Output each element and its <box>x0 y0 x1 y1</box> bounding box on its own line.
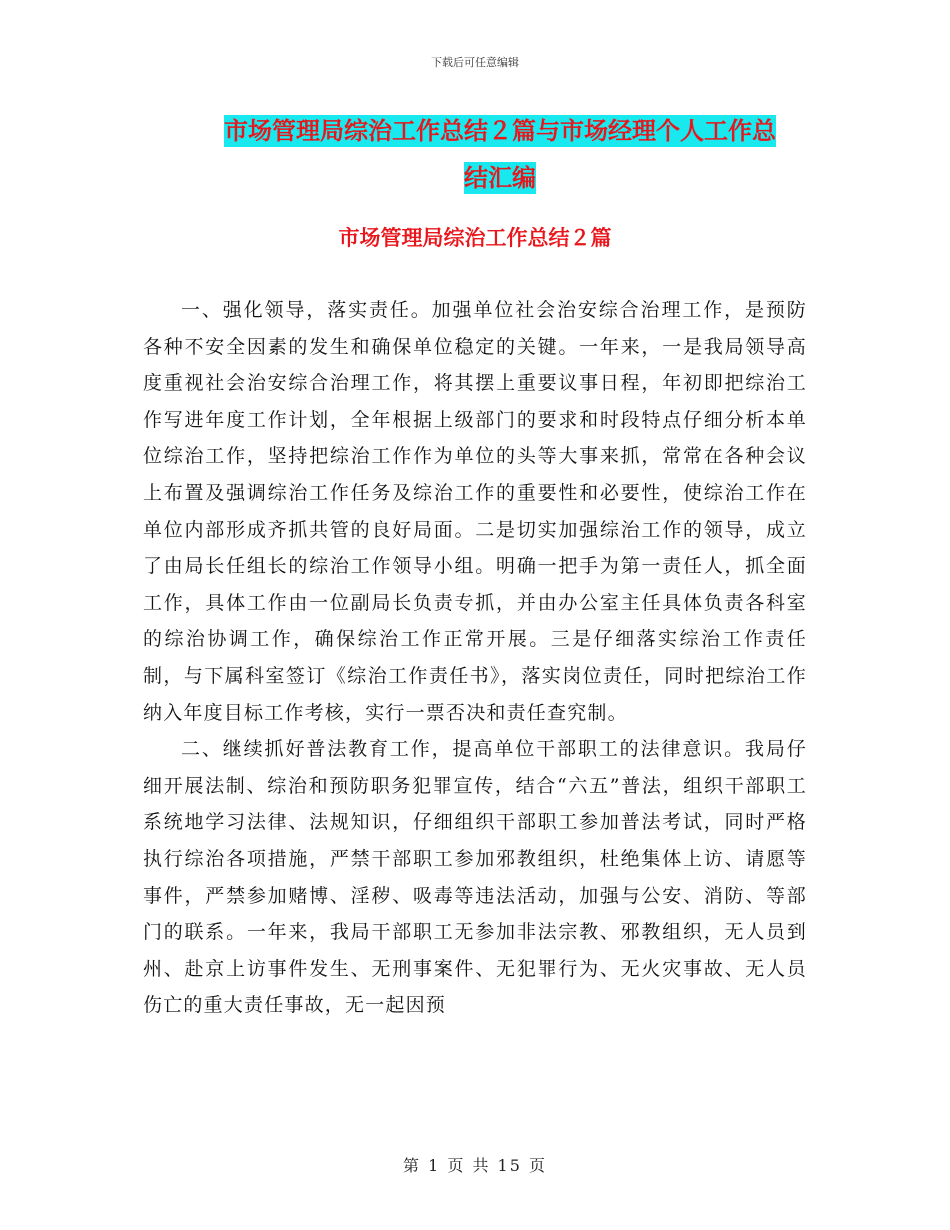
document-title <box>150 108 850 202</box>
paragraph-1: 一、强化领导，落实责任。加强单位社会治安综合治理工作，是预防各种不安全因素的发生和确保单位稳定的关键。一年来，一是我局领导高度重视社会治安综合治理工作，将其摆上重要议事日程，年初即把综治工作写进年度工作计划，全年根据上级部门的要求和时段特点仔细分析本单位综治工作，坚持把综治工作作为单位的头等大事来抓，常常在各种会议上布置及强调综治工作任务及综治工作的重要性和必要性，使综治工作在单位内部形成齐抓共管的良好局面。二是切实加强综治工作的领导，成立了由局长任组长的综治工作领导小组。明确一把手为第一责任人，抓全面工作，具体工作由一位副局长负责专抓，并由办公室主任具体负责各科室的综治协调工作，确保综治工作正常开展。三是仔细落实综治工作责任制，与下属科室签订《综治工作责任书》，落实岗位责任，同时把综治工作纳入年度目标工作考核，实行一票否决和责任查究制。 <box>143 299 807 724</box>
document-body <box>143 292 807 1024</box>
document-title-line2: 结汇编 <box>464 164 536 192</box>
paragraph-2: 二、继续抓好普法教育工作，提高单位干部职工的法律意识。我局仔细开展法制、综治和预防职务犯罪宣传，结合“六五”普法，组织干部职工系统地学习法律、法规知识，仔细组织干部职工参加普法考试，同时严格执行综治各项措施，严禁干部职工参加邪教组织，杜绝集体上访、请愿等事件，严禁参加赌博、淫秽、吸毒等违法活动，加强与公安、消防、等部门的联系。一年来，我局干部职工无参加非法宗教、邪教组织，无人员到州、赴京上访事件发生、无刑事案件、无犯罪行为、无火灾事故、无人员伤亡的重大责任事故，无一起因预 <box>143 738 807 1017</box>
page-number: 第 1 页 共 15 页 <box>403 1156 547 1175</box>
section-title: 市场管理局综治工作总结２篇 <box>338 226 612 250</box>
document-title-line1: 市场管理局综治工作总结２篇与市场经理个人工作总 <box>224 117 776 145</box>
header-note: 下载后可任意编辑 <box>431 56 519 69</box>
